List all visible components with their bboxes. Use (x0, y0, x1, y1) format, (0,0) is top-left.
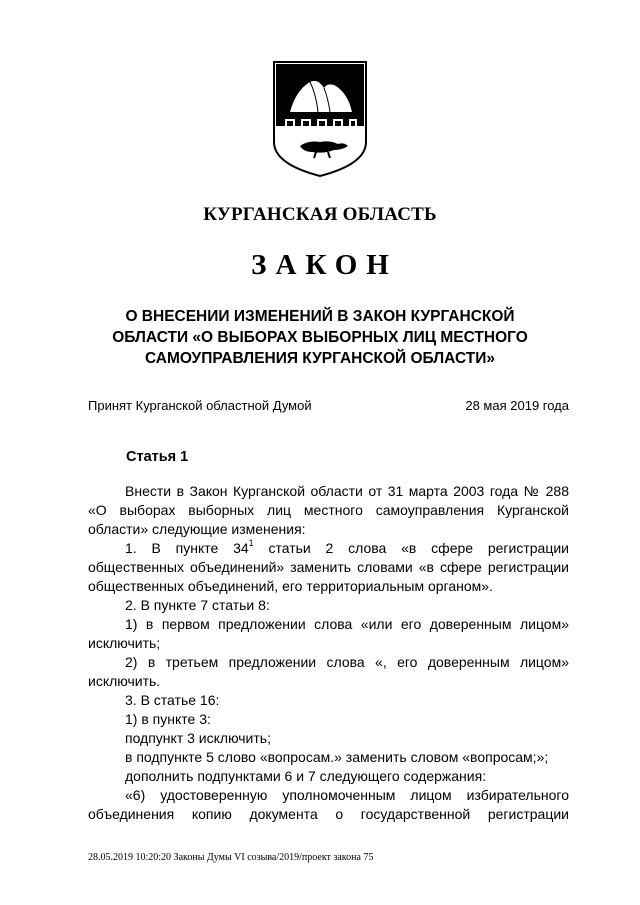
article-subitem: дополнить подпунктами 6 и 7 следующего содержания: (125, 768, 487, 784)
superscript: 1 (248, 538, 254, 549)
article-item (88, 539, 569, 596)
article-item: 2. В пункте 7 статьи 8: (125, 597, 270, 613)
document-type: ЗАКОН (251, 249, 398, 281)
coat-of-arms-emblem (272, 60, 368, 178)
article-item-text: статьи 2 слова «в сфере регистрации общественных объединений» заменить словами «в сфере регистрации общественных объединений, его территориальным органом». (88, 540, 569, 594)
law-title-line: ОБЛАСТИ «О ВЫБОРАХ ВЫБОРНЫХ ЛИЦ МЕСТНОГО (112, 329, 528, 346)
law-title-line: САМОУПРАВЛЕНИЯ КУРГАНСКОЙ ОБЛАСТИ» (144, 350, 496, 367)
adopted-by: Принят Курганской областной Думой (88, 398, 312, 413)
article-heading: Статья 1 (126, 449, 189, 465)
article-item: 3. В статье 16: (125, 692, 220, 708)
article-subitem: 1) в первом предложении слова «или его доверенным лицом» исключить; (88, 616, 569, 651)
adoption-line (88, 398, 569, 413)
article-subitem: «6) удостоверенную уполномоченным лицом избирательного объединения копию документа о государственной регистрации (88, 787, 569, 822)
article-subitem: в подпункте 5 слово «вопросам.» заменить словом «вопросам;»; (125, 749, 549, 765)
footer-metadata: 28.05.2019 10:20:20 Законы Думы VI созыва/2019/проект закона 75 (88, 852, 374, 863)
article-body (88, 482, 569, 824)
article-subitem: подпункт 3 исключить; (125, 730, 271, 746)
article-subitem: 2) в третьем предложении слова «, его доверенным лицом» исключить. (88, 654, 569, 689)
article-intro: Внести в Закон Курганской области от 31 марта 2003 года № 288 «О выборах выборных лиц местного самоуправления Курганской области» следующие изменения: (88, 483, 569, 537)
article-subitem: 1) в пункте 3: (125, 711, 211, 727)
law-title (70, 306, 570, 369)
adoption-date: 28 мая 2019 года (465, 398, 569, 413)
region-name: КУРГАНСКАЯ ОБЛАСТЬ (203, 204, 437, 225)
law-title-line: О ВНЕСЕНИИ ИЗМЕНЕНИЙ В ЗАКОН КУРГАНСКОЙ (125, 308, 515, 325)
article-item-text: 1. В пункте 34 (125, 540, 249, 556)
